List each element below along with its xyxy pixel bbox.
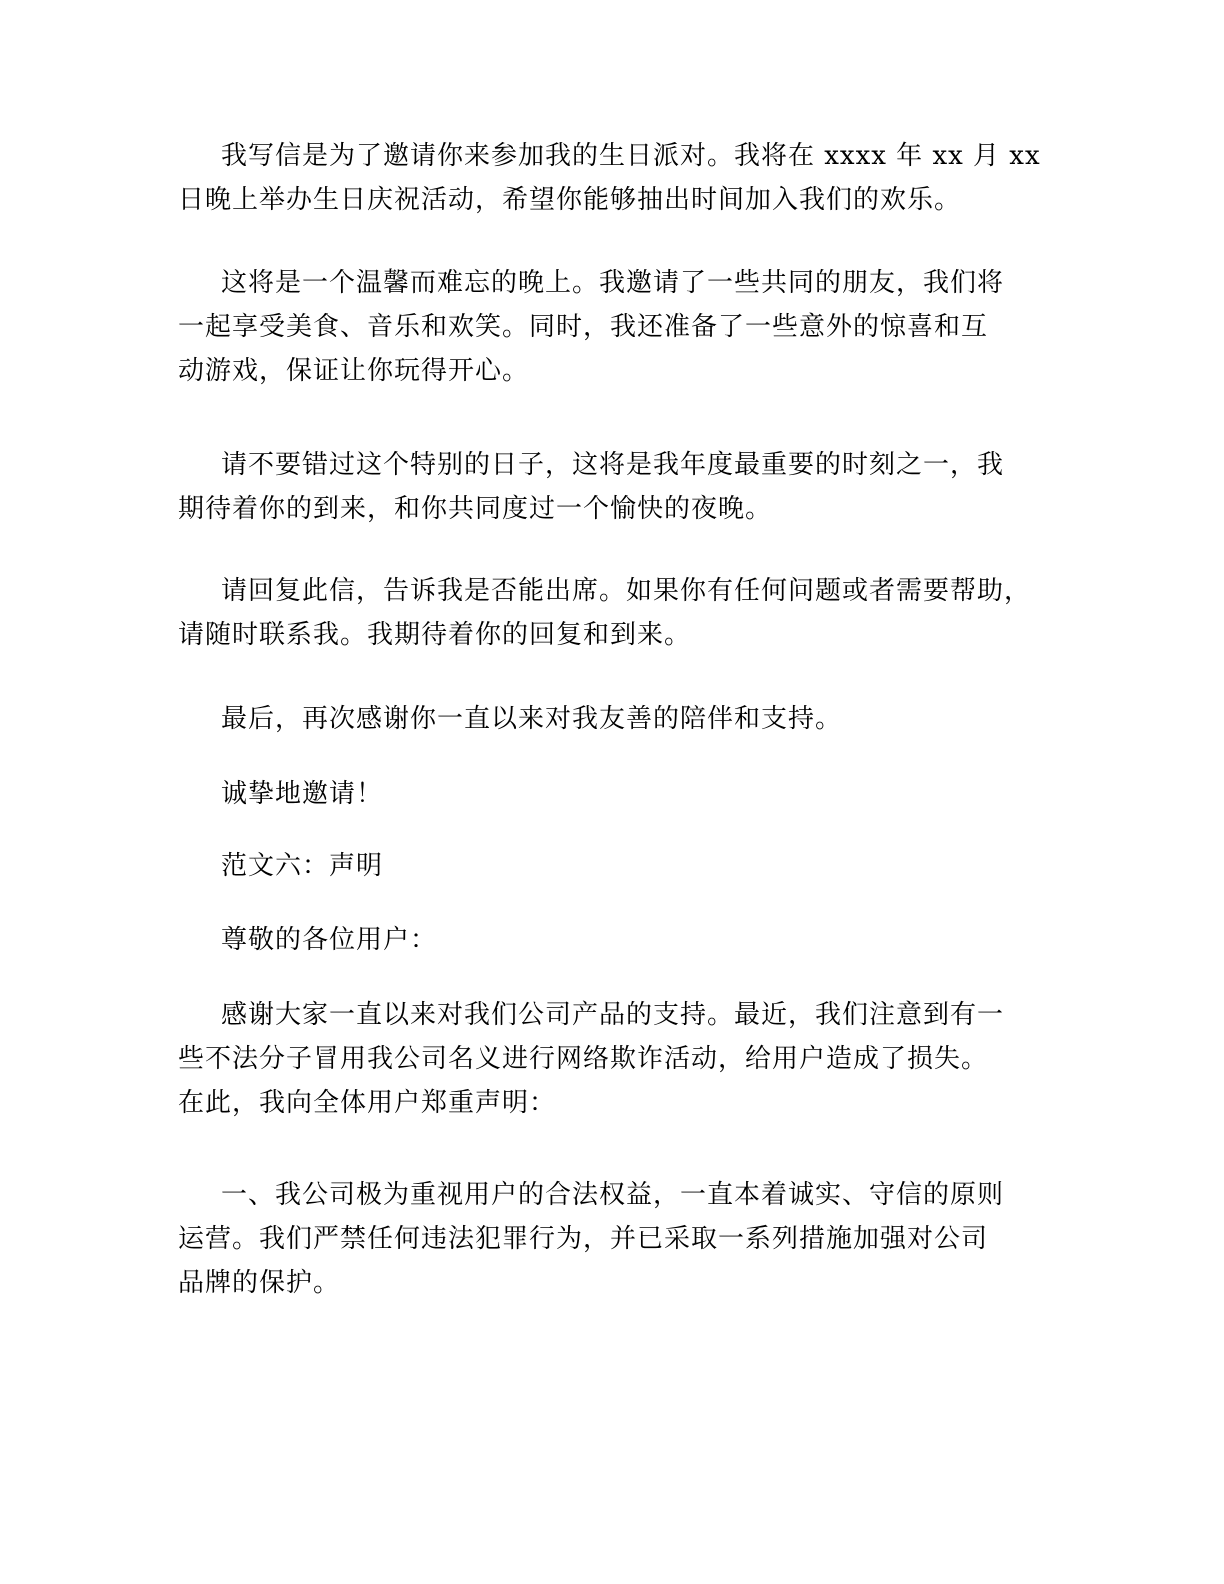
paragraph-salutation: [178, 918, 1058, 962]
text-line: 诚挚地邀请！: [221, 779, 384, 809]
text-line: 尊敬的各位用户：: [221, 925, 438, 955]
text-line: 动游戏，保证让你玩得开心。: [178, 356, 530, 386]
text-line: 品牌的保护。: [178, 1268, 341, 1298]
paragraph-closing: [178, 772, 1058, 816]
section-heading: [178, 844, 1058, 888]
text-line: 日晚上举办生日庆祝活动，希望你能够抽出时间加入我们的欢乐。: [178, 185, 962, 215]
text-line: 我写信是为了邀请你来参加我的生日派对。我将在 xxxx 年 xx 月 xx: [221, 141, 1041, 171]
paragraph-rsvp: [178, 569, 1058, 657]
paragraph-statement-intro: [178, 993, 1058, 1125]
text-line: 一起享受美食、音乐和欢笑。同时，我还准备了一些意外的惊喜和互: [178, 312, 989, 342]
paragraph-thanks: [178, 697, 1058, 741]
paragraph-dont-miss: [178, 443, 1058, 531]
text-line: 请回复此信，告诉我是否能出席。如果你有任何问题或者需要帮助，: [221, 576, 1032, 606]
text-line: 请随时联系我。我期待着你的回复和到来。: [178, 620, 692, 650]
text-line: 运营。我们严禁任何违法犯罪行为，并已采取一系列措施加强对公司: [178, 1224, 989, 1254]
text-line: 期待着你的到来，和你共同度过一个愉快的夜晚。: [178, 494, 773, 524]
text-line: 在此，我向全体用户郑重声明：: [178, 1088, 557, 1118]
text-line: 范文六：声明: [221, 851, 384, 881]
text-line: 感谢大家一直以来对我们公司产品的支持。最近，我们注意到有一: [221, 1000, 1005, 1030]
text-line: 一、我公司极为重视用户的合法权益，一直本着诚实、守信的原则: [221, 1180, 1005, 1210]
text-line: 请不要错过这个特别的日子，这将是我年度最重要的时刻之一，我: [221, 450, 1005, 480]
text-line: 这将是一个温馨而难忘的晚上。我邀请了一些共同的朋友，我们将: [221, 268, 1005, 298]
text-line: 最后，再次感谢你一直以来对我友善的陪伴和支持。: [221, 704, 843, 734]
paragraph-statement-item-1: [178, 1173, 1058, 1305]
paragraph-invitation-intro: [178, 134, 1058, 222]
text-line: 些不法分子冒用我公司名义进行网络欺诈活动，给用户造成了损失。: [178, 1044, 989, 1074]
paragraph-evening-description: [178, 261, 1058, 393]
